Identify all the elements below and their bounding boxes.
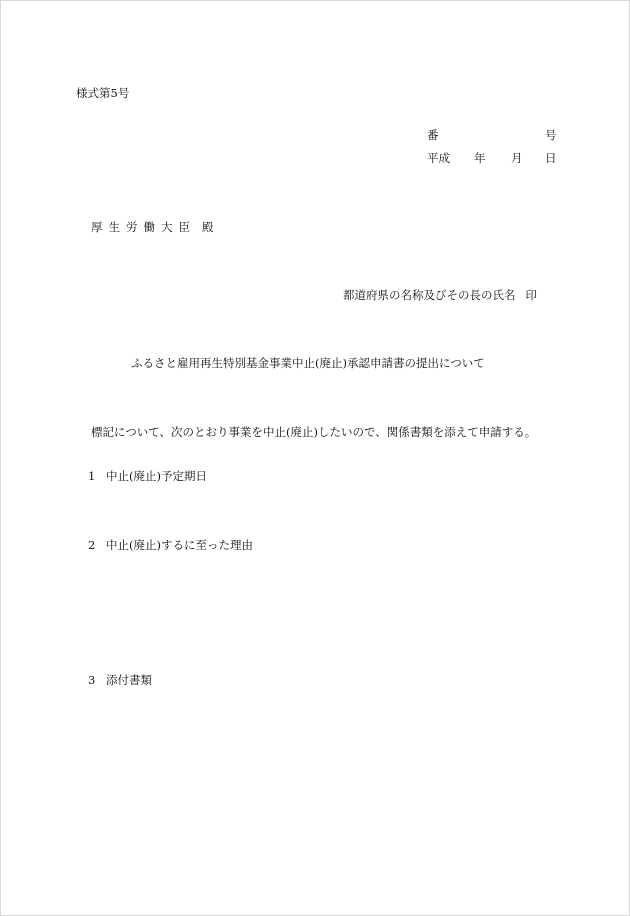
seal-mark: 印 [525,288,537,302]
item-label: 中止(廃止)するに至った理由 [106,538,253,552]
reference-ban-label: 番 [427,128,439,142]
date-month-label: 月 [511,151,523,165]
item-label: 中止(廃止)予定期日 [106,469,207,483]
reference-go-label: 号 [545,128,557,142]
addressee-honorific: 殿 [202,220,214,234]
body-text: 標記について、次のとおり事業を中止(廃止)したいので、関係書類を添えて申請する。 [91,425,537,439]
list-item [88,538,253,552]
item-label: 添付書類 [106,673,152,687]
document-subject: ふるさと雇用再生特別基金事業中止(廃止)承認申請書の提出について [131,356,485,370]
date-era-label: 平成 [427,151,450,165]
list-item [88,673,152,687]
sender-label: 都道府県の名称及びその長の氏名 [343,288,516,302]
date-day-label: 日 [545,151,557,165]
list-item [88,469,207,483]
addressee [91,220,214,234]
item-number: 1 [88,469,96,483]
item-number: 3 [88,673,96,687]
item-number: 2 [88,538,96,552]
addressee-name: 厚生労働大臣 [91,220,196,234]
sender [343,288,537,302]
date-year-label: 年 [474,151,486,165]
form-number: 様式第5号 [76,86,130,100]
